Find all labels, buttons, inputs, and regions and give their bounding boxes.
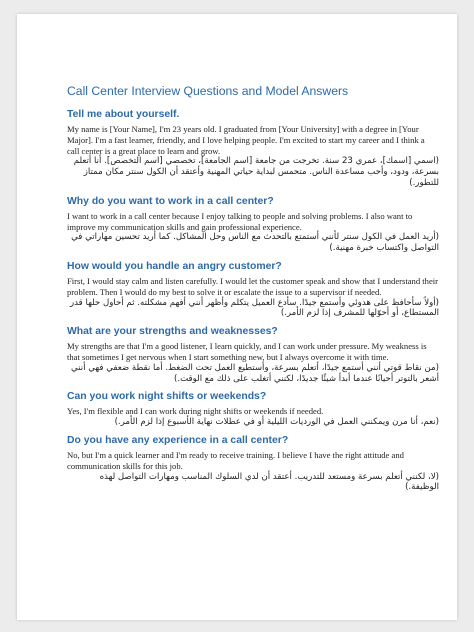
- answer-english: Yes, I'm flexible and I can work during night shifts or weekends if needed.: [67, 406, 324, 417]
- question-heading: How would you handle an angry customer?: [67, 260, 282, 272]
- question-heading: Do you have any experience in a call center?: [67, 434, 289, 446]
- document-page: [17, 14, 457, 620]
- qa-section: [67, 391, 439, 428]
- answer-english: My name is [Your Name], I'm 23 years old. I graduated from [Your University] with a degree in [Your Major]. I'm a fast learner, friendly, and I love helping people. I'm excited to start my career and I think a call center is a great place to learn and grow.: [67, 124, 425, 156]
- question-heading: What are your strengths and weaknesses?: [67, 326, 278, 338]
- question-heading: Why do you want to work in a call center?: [67, 195, 274, 207]
- answer-english: I want to work in a call center because I enjoy talking to people and solving problems. I also want to improve my communication skills and gain professional experience.: [67, 210, 413, 232]
- qa-section: [67, 261, 439, 319]
- document-content: [67, 84, 439, 500]
- question-heading: Tell me about yourself.: [67, 109, 180, 120]
- document-title: Call Center Interview Questions and Model Answers: [67, 84, 349, 98]
- answer-english: My strengths are that I'm a good listener, I learn quickly, and I can work under pressure. My weakness is that sometimes I get nervous when I start something new, but I always overcome it with time.: [67, 341, 427, 362]
- answer-arabic: (من نقاط قوتي أنني أستمع جيدًا، أتعلم بسرعة، وأستطيع العمل تحت الضغط. أما نقطة ضعفي فهي أنني أشعر بالتوتر أحيانًا عندما أبدأ شيئًا جديدًا، لكنني أتغلب على ذلك مع الوقت.): [70, 362, 439, 384]
- answer-arabic: (أولاً سأحافظ على هدوئي وأستمع جيدًا. سأدع العميل يتكلم وأظهر أنني أفهم مشكلته. ثم أحاول حلها قدر المستطاع، أو أحوّلها للمشرف إذا لزم الأمر.): [69, 297, 439, 319]
- answer-english: First, I would stay calm and listen carefully. I would let the customer speak and show that I understand their problem. Then I would do my best to solve it or escalate the issue to a supervisor if needed.: [67, 275, 439, 297]
- question-heading: Can you work night shifts or weekends?: [67, 391, 267, 403]
- qa-section: [67, 196, 439, 254]
- answer-arabic: (لا، لكنني أتعلم بسرعة ومستعد للتدريب. أعتقد أن لدي السلوك المناسب ومهارات التواصل لهذه الوظيفة.): [99, 471, 439, 493]
- qa-section: [67, 435, 439, 493]
- answer-arabic: (اسمي [اسمك]، عمري 23 سنة. تخرجت من جامعة [اسم الجامعة]، تخصصي [اسم التخصص]. أنا أتعلم بسرعة، ودود، وأحب مساعدة الناس. متحمس لبداية حياتي المهنية وأعتقد أن الكول سنتر مكان ممتاز للتطور.): [73, 156, 439, 188]
- qa-section: [67, 109, 439, 189]
- answer-arabic: (نعم، أنا مرن ويمكنني العمل في الورديات الليلية أو في عطلات نهاية الأسبوع إذا لزم الأمر.): [114, 417, 439, 428]
- qa-section: [67, 326, 439, 384]
- answer-english: No, but I'm a quick learner and I'm ready to receive training. I believe I have the right attitude and communication skills for this job.: [67, 449, 404, 471]
- answer-arabic: (أريد العمل في الكول سنتر لأنني أستمتع بالتحدث مع الناس وحل المشاكل. كما أريد تحسين مهاراتي في التواصل واكتساب خبرة مهنية.): [71, 232, 439, 254]
